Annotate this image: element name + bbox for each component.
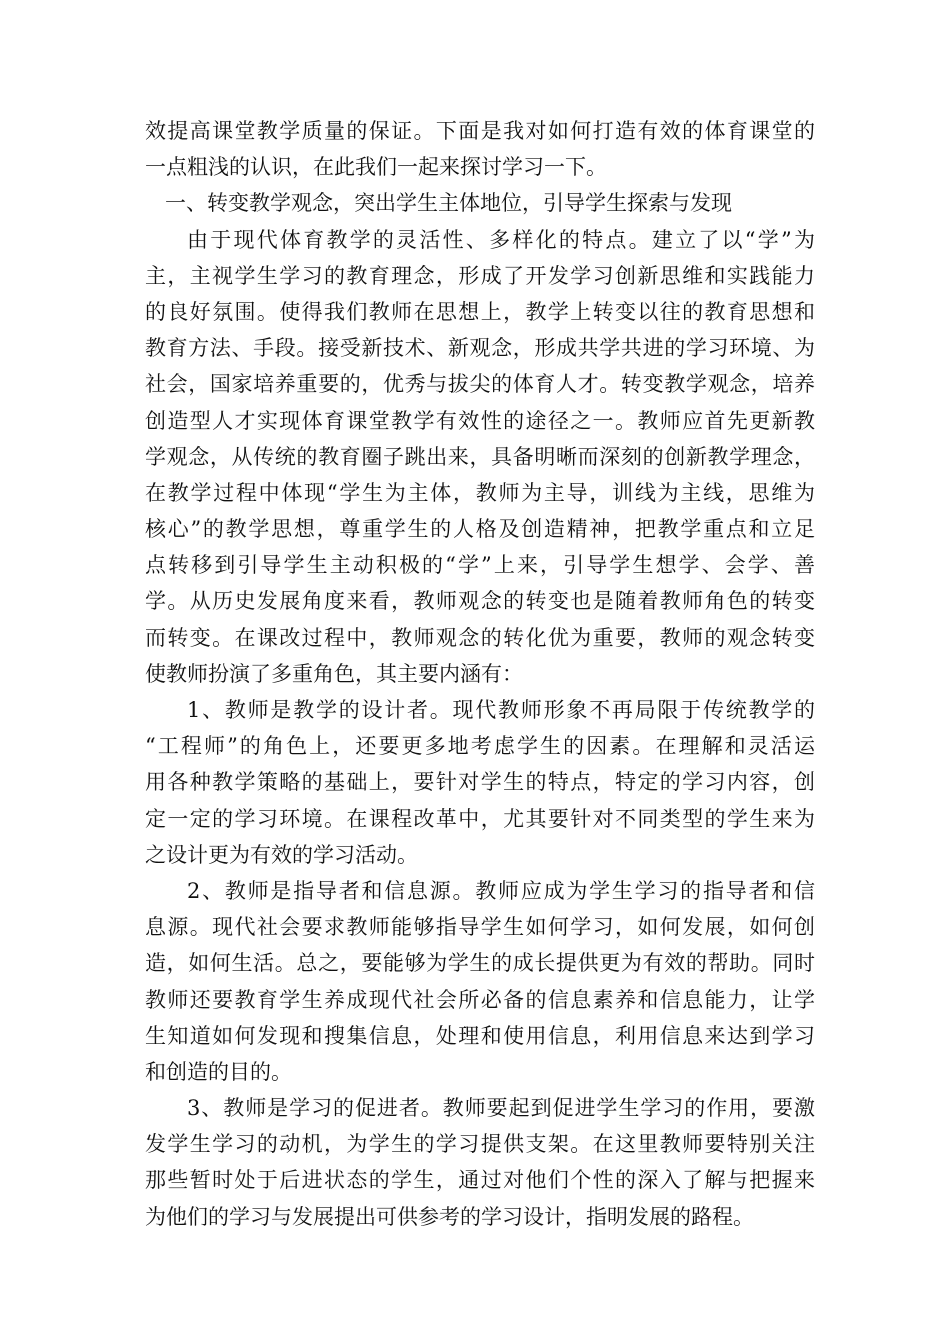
text-line: 社会，国家培养重要的，优秀与拔尖的体育人才。转变教学观念，培养: [145, 372, 815, 397]
text-line: 生知道如何发现和搜集信息，处理和使用信息，利用信息来达到学习: [145, 1023, 815, 1048]
text-line: 那些暂时处于后进状态的学生，通过对他们个性的深入了解与把握来: [145, 1168, 815, 1193]
text-line: 用各种教学策略的基础上，要针对学生的特点，特定的学习内容，创: [145, 770, 815, 795]
text-line: 发学生学习的动机，为学生的学习提供支架。在这里教师要特别关注: [145, 1132, 815, 1157]
text-line: 为他们的学习与发展提出可供参考的学习设计，指明发展的路程。: [145, 1204, 754, 1229]
text-line: 效提高课堂教学质量的保证。下面是我对如何打造有效的体育课堂的: [145, 119, 815, 143]
document-body: [145, 113, 815, 1235]
text-line: “工程师”的角色上，还要更多地考虑学生的因素。在理解和灵活运: [145, 734, 815, 759]
list-item-heading: 2、教师是指导者和信息源。教师应成为学生学习的指导者和信: [187, 878, 815, 903]
text-line: 一点粗浅的认识，在此我们一起来探讨学习一下。: [145, 155, 607, 180]
text-line: 造，如何生活。总之，要能够为学生的成长提供更为有效的帮助。同时: [145, 951, 815, 976]
text-line: 定一定的学习环境。在课程改革中，尤其要针对不同类型的学生来为: [145, 806, 815, 831]
text-line: 教师还要教育学生养成现代社会所必备的信息素养和信息能力，让学: [145, 987, 815, 1012]
text-line: 的良好氛围。使得我们教师在思想上，教学上转变以往的教育思想和: [145, 299, 815, 324]
list-item-heading: 3、教师是学习的促进者。教师要起到促进学生学习的作用，要激: [187, 1096, 815, 1121]
text-line: 之设计更为有效的学习活动。: [145, 842, 418, 867]
section-heading: 一、转变教学观念，突出学生主体地位，引导学生探索与发现: [165, 191, 732, 216]
text-line: 和创造的目的。: [145, 1059, 292, 1084]
text-line: 创造型人才实现体育课堂教学有效性的途径之一。教师应首先更新教: [145, 408, 815, 433]
text-line: 由于现代体育教学的灵活性、多样化的特点。建立了以“学”为: [187, 227, 815, 252]
text-line: 学观念，从传统的教育圈子跳出来，具备明晰而深刻的创新教学理念，: [145, 444, 815, 469]
text-line: 在教学过程中体现“学生为主体，教师为主导，训线为主线，思维为: [145, 480, 815, 505]
text-line: 使教师扮演了多重角色，其主要内涵有：: [145, 661, 523, 686]
text-line: 学。从历史发展角度来看，教师观念的转变也是随着教师角色的转变: [145, 589, 815, 614]
text-line: 主，主视学生学习的教育理念，形成了开发学习创新思维和实践能力: [145, 263, 815, 288]
text-line: 核心”的教学思想，尊重学生的人格及创造精神，把教学重点和立足: [145, 517, 815, 542]
list-item-heading: 1、教师是教学的设计者。现代教师形象不再局限于传统教学的: [187, 698, 815, 722]
text-line: 息源。现代社会要求教师能够指导学生如何学习，如何发展，如何创: [145, 915, 815, 940]
text-line: 教育方法、手段。接受新技术、新观念，形成共学共进的学习环境、为: [145, 336, 815, 361]
text-line: 而转变。在课改过程中，教师观念的转化优为重要，教师的观念转变: [145, 625, 815, 650]
text-line: 点转移到引导学生主动积极的“学”上来，引导学生想学、会学、善: [145, 553, 815, 578]
